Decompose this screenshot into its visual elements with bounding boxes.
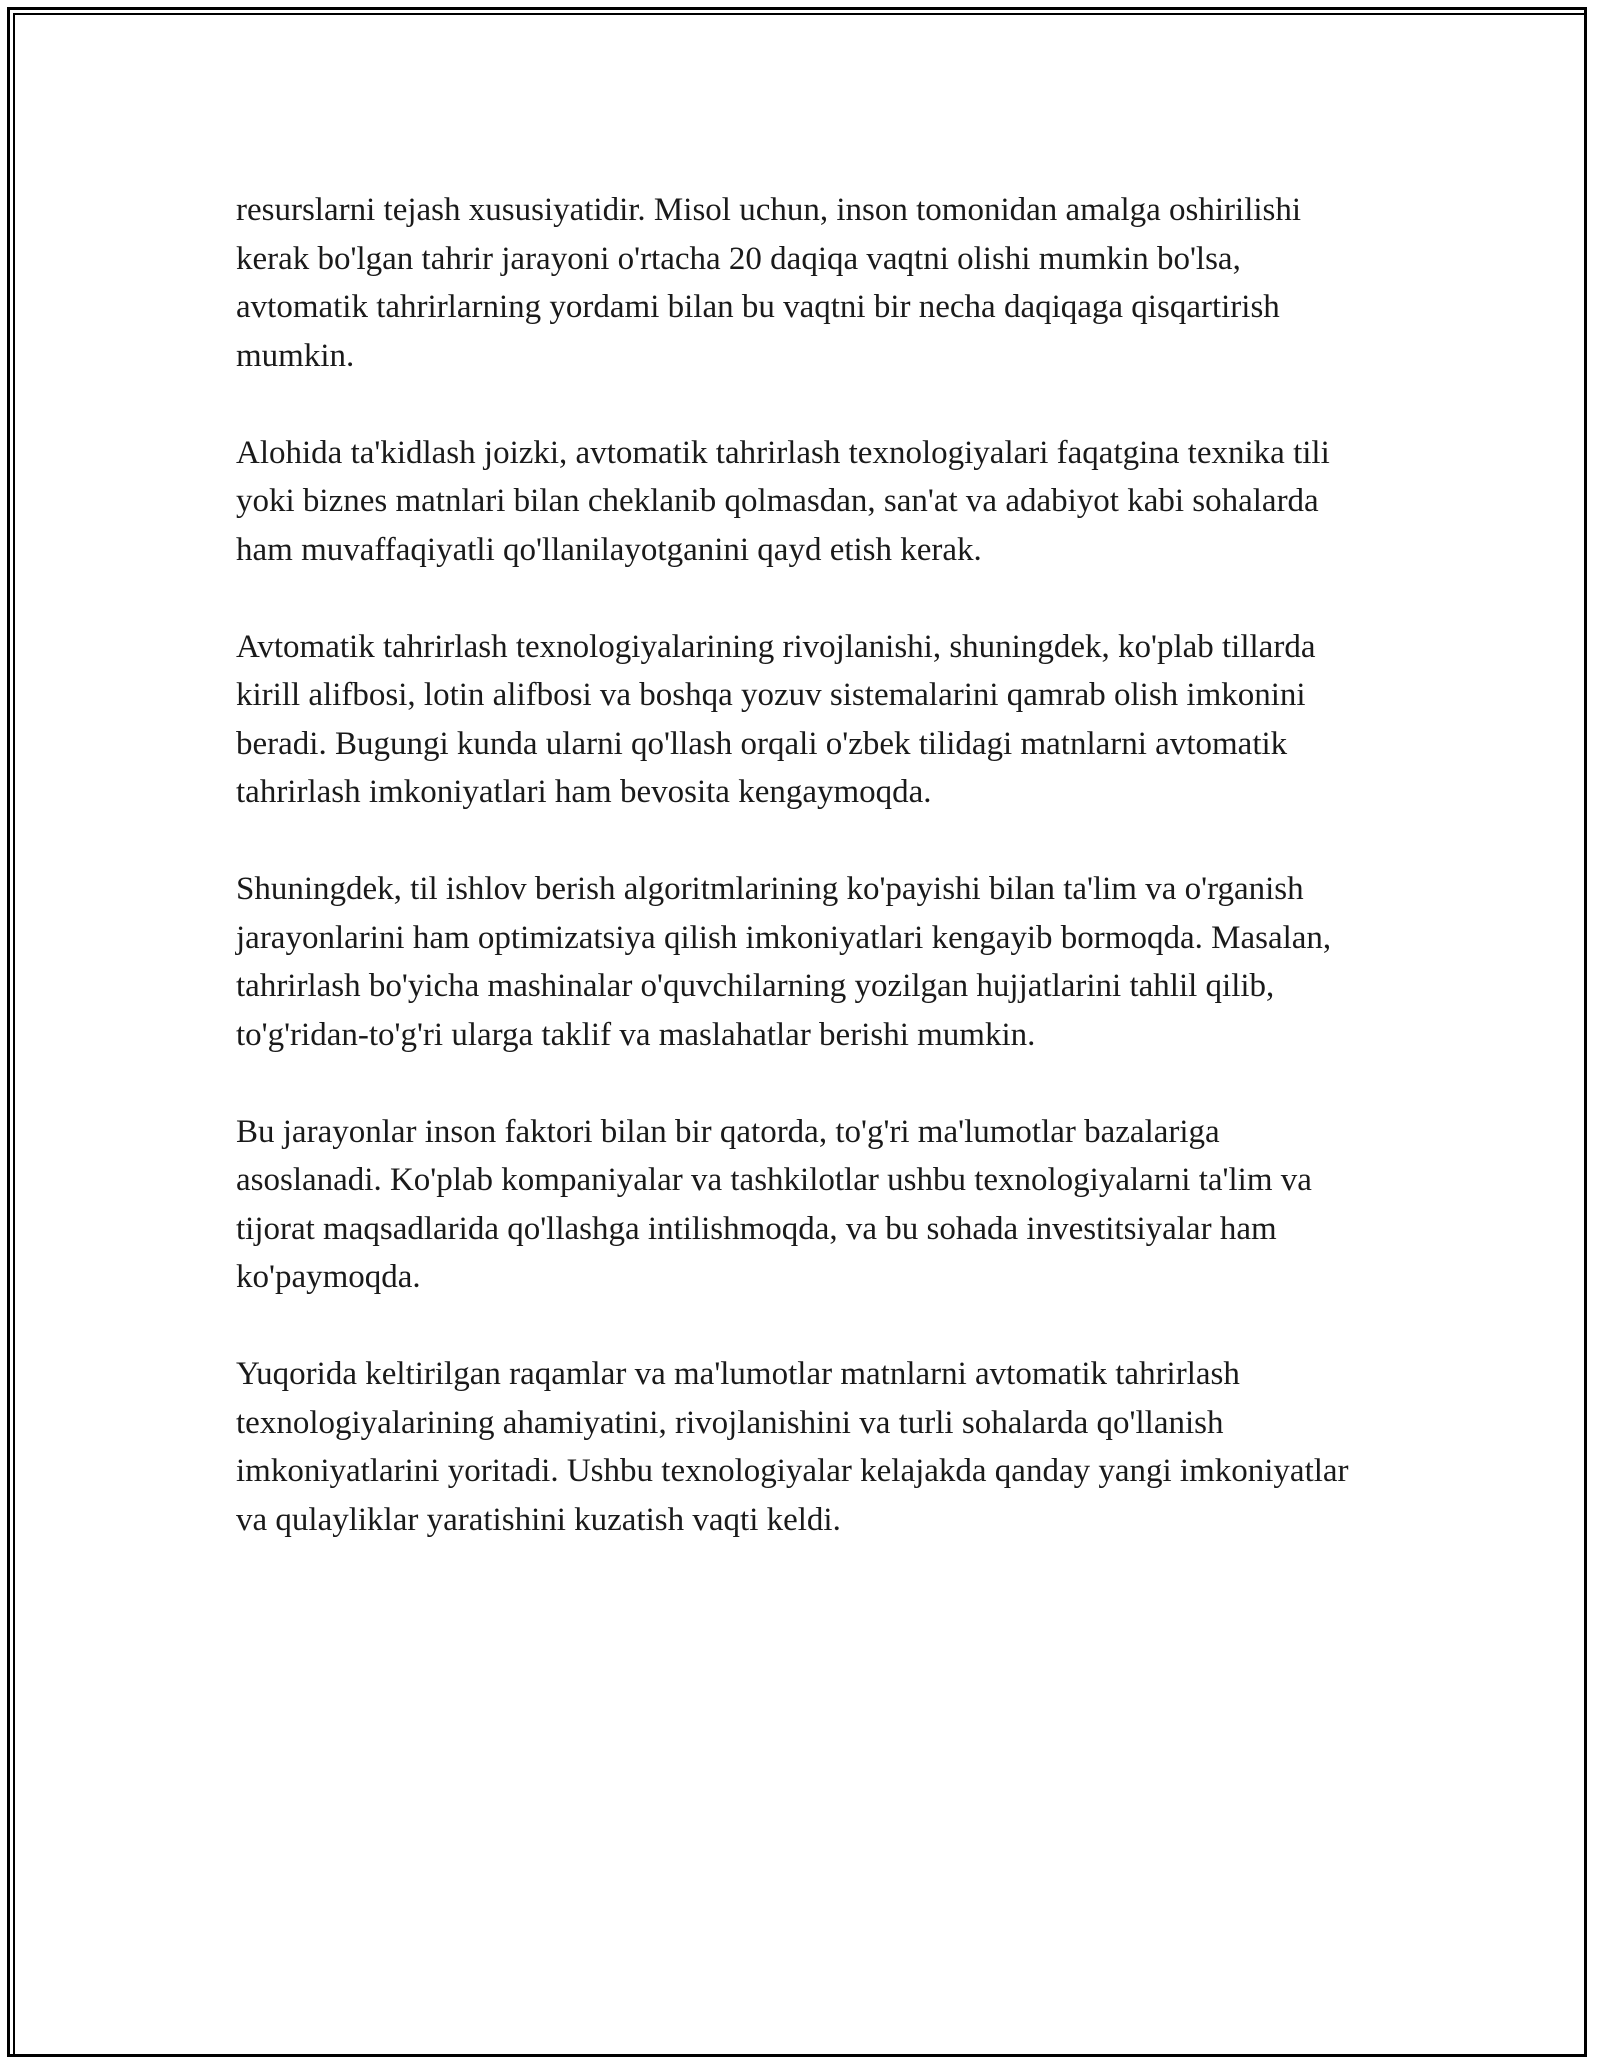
paragraph-5: Bu jarayonlar inson faktori bilan bir qatorda, to'g'ri ma'lumotlar bazalariga asoslanadi. Ko'plab kompaniyalar va tashkilotlar ushbu texnologiyalarni ta'lim va tijorat maqsadlarida qo'llashga intilishmoqda, va bu sohada investitsiyalar ham ko'paymoqda. — [236, 1113, 1312, 1295]
paragraph-1: resurslarni tejash xususiyatidir. Misol uchun, inson tomonidan amalga oshirilishi kerak bo'lgan tahrir jarayoni o'rtacha 20 daqiqa vaqtni olishi mumkin bo'lsa, avtomatik tahrirlarning yordami bilan bu vaqtni bir necha daqiqaga qisqartirish mumkin. — [236, 192, 1302, 374]
paragraph-3: Avtomatik tahrirlash texnologiyalarining rivojlanishi, shuningdek, ko'plab tillarda kirill alifbosi, lotin alifbosi va boshqa yozuv sistemalarini qamrab olish imkonini beradi. Bugungi kunda ularni qo'llash orqali o'zbek tilidagi matnlarni avtomatik tahrirlash imkoniyatlari ham bevosita kengaymoqda. — [236, 628, 1316, 810]
paragraph-2: Alohida ta'kidlash joizki, avtomatik tahrirlash texnologiyalari faqatgina texnika tili yoki biznes matnlari bilan cheklanib qolmasdan, san'at va adabiyot kabi sohalarda ham muvaffaqiyatli qo'llanilayotganini qayd etish kerak. — [236, 434, 1330, 568]
document-body — [236, 186, 1366, 1593]
paragraph-6: Yuqorida keltirilgan raqamlar va ma'lumotlar matnlarni avtomatik tahrirlash texnologiyalarining ahamiyatini, rivojlanishini va turli sohalarda qo'llanish imkoniyatlarini yoritadi. Ushbu texnologiyalar kelajakda qanday yangi imkoniyatlar va qulayliklar yaratishini kuzatish vaqti keldi. — [236, 1356, 1349, 1538]
paragraph-4: Shuningdek, til ishlov berish algoritmlarining ko'payishi bilan ta'lim va o'rganish jarayonlarini ham optimizatsiya qilish imkoniyatlari kengayib bormoqda. Masalan, tahrirlash bo'yicha mashinalar o'quvchilarning yozilgan hujjatlarini tahlil qilib, to'g'ridan-to'g'ri ularga taklif va maslahatlar berishi mumkin. — [236, 871, 1332, 1053]
